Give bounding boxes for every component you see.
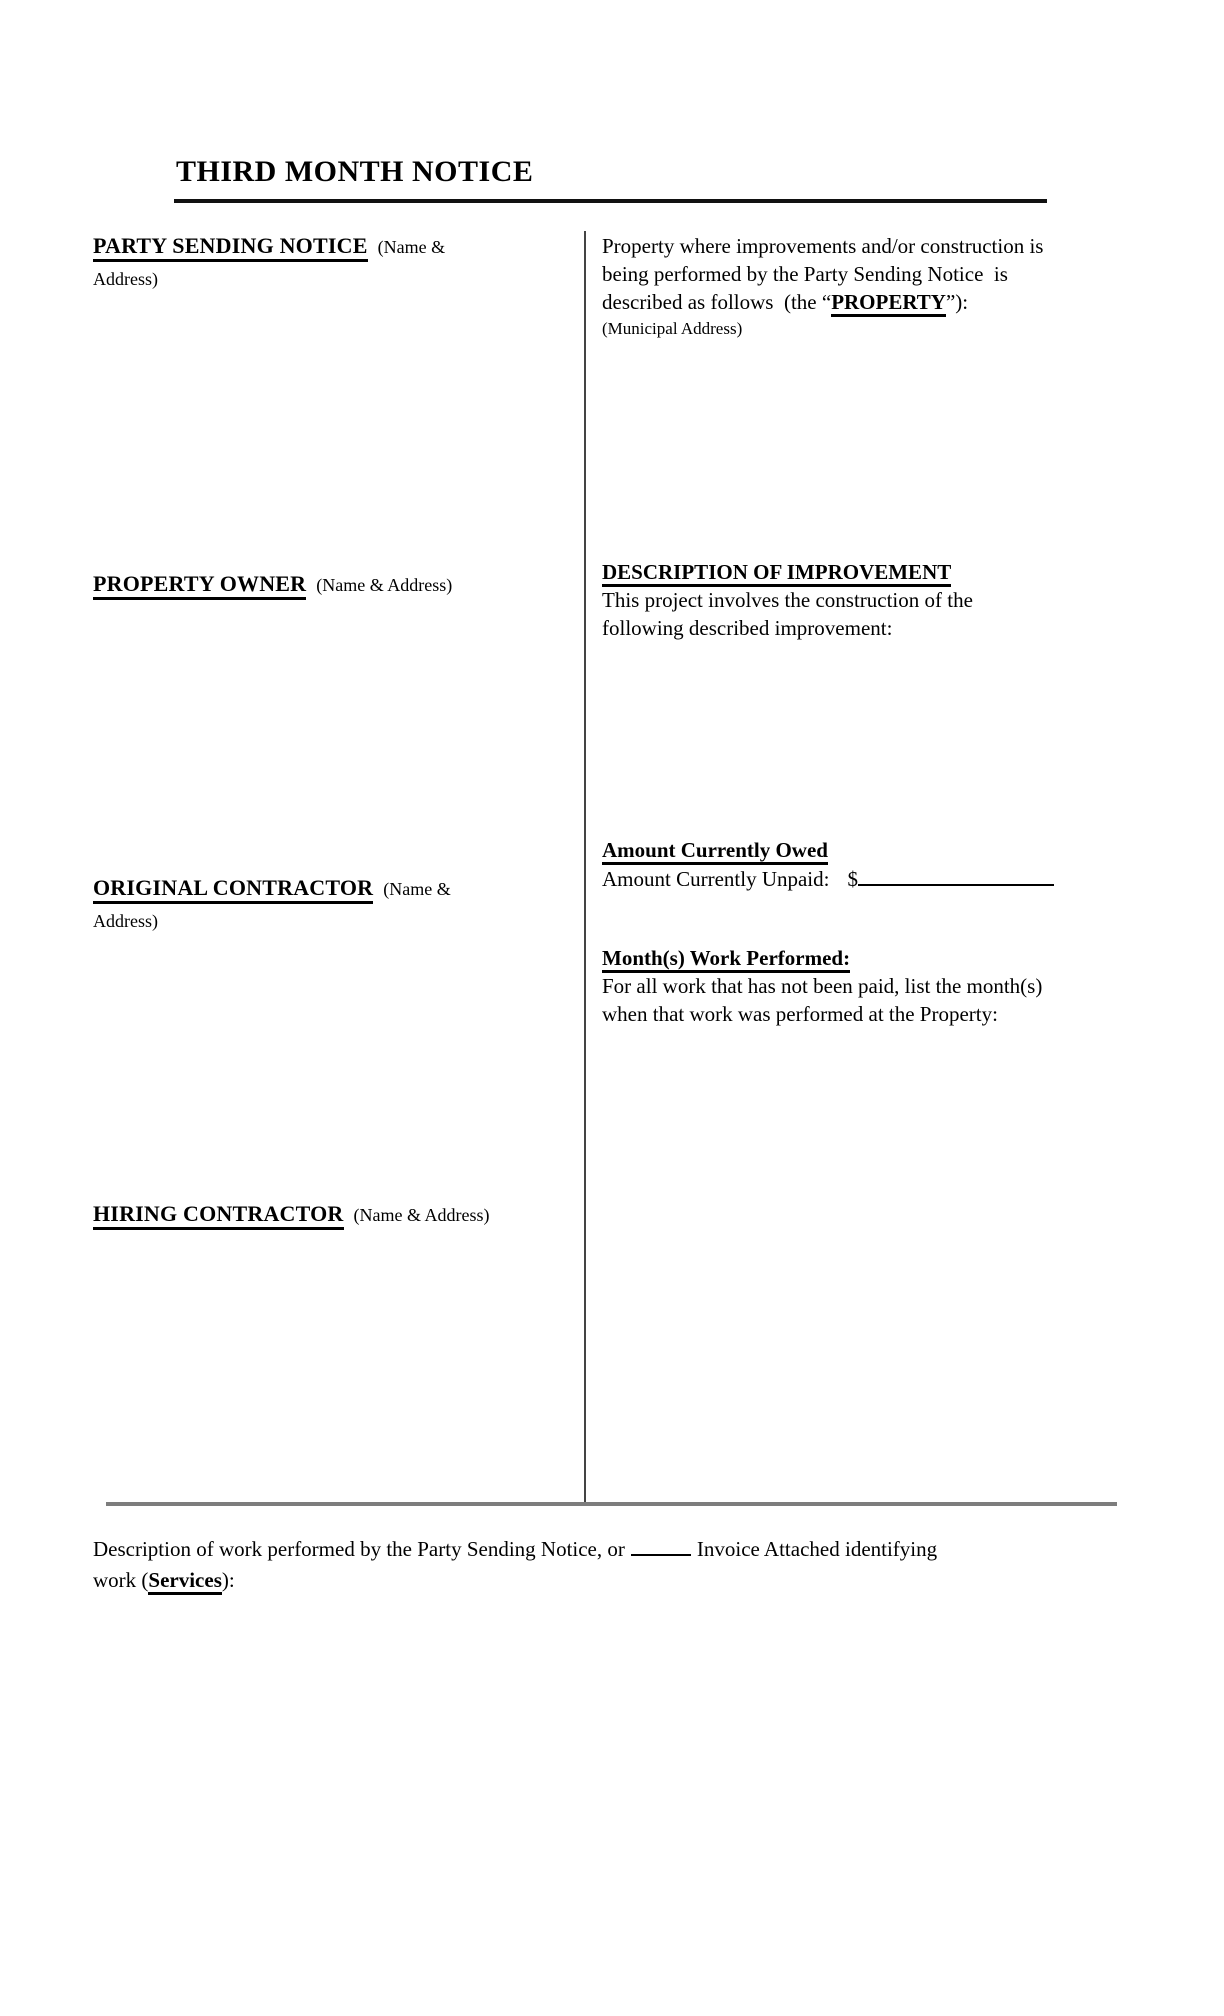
property-description-line3 (602, 288, 1130, 316)
amount-unpaid-label: Amount Currently Unpaid: (602, 866, 830, 891)
invoice-attached-blank[interactable] (631, 1534, 691, 1556)
footer-line2-after: ): (221, 1568, 235, 1592)
description-of-improvement-block (602, 558, 1130, 642)
footer-text-before-blank: Description of work performed by the Party Sending Notice, or (93, 1537, 625, 1561)
term-property: PROPERTY (831, 290, 946, 317)
heading-property-owner: PROPERTY OWNER (93, 571, 306, 600)
improvement-body-line2: following described improvement: (602, 616, 893, 640)
column-divider (584, 231, 586, 1502)
amount-unpaid-line (602, 864, 1130, 893)
amount-unpaid-blank[interactable] (858, 864, 1054, 886)
work-description-paragraph (93, 1534, 1133, 1596)
property-description-line1: Property where improvements and/or construction is (602, 234, 1044, 258)
title-underline (174, 199, 1047, 203)
section-original-contractor (93, 872, 563, 937)
property-description-block (602, 232, 1130, 342)
work-description-line1 (93, 1534, 1133, 1565)
heading-hiring-contractor: HIRING CONTRACTOR (93, 1201, 344, 1230)
page-title: THIRD MONTH NOTICE (176, 155, 534, 188)
property-owner-note: (Name & Address) (316, 575, 453, 595)
section-party-sending-notice (93, 230, 563, 295)
hiring-contractor-note: (Name & Address) (353, 1205, 490, 1225)
property-description-line2: being performed by the Party Sending Notice is (602, 262, 1008, 286)
months-body-line2: when that work was performed at the Property: (602, 1002, 998, 1026)
original-contractor-note-line2: Address) (93, 911, 158, 931)
term-services: Services (148, 1568, 221, 1595)
municipal-address-note: (Municipal Address) (602, 319, 743, 338)
section-bottom-rule (106, 1502, 1117, 1506)
amount-owed-block (602, 836, 1130, 893)
improvement-body-line1: This project involves the construction of the (602, 588, 973, 612)
heading-amount-currently-owed: Amount Currently Owed (602, 838, 828, 865)
party-sending-notice-note-line2: Address) (93, 269, 158, 289)
section-hiring-contractor (93, 1198, 563, 1231)
work-description-line2 (93, 1565, 1133, 1596)
heading-original-contractor: ORIGINAL CONTRACTOR (93, 875, 373, 904)
dollar-sign: $ (847, 866, 858, 891)
months-work-performed-block (602, 944, 1130, 1028)
heading-party-sending-notice: PARTY SENDING NOTICE (93, 233, 368, 262)
heading-description-of-improvement: DESCRIPTION OF IMPROVEMENT (602, 560, 951, 587)
footer-text-after-blank: Invoice Attached identifying (696, 1537, 938, 1561)
original-contractor-note: (Name & (383, 879, 451, 899)
property-line3-before: described as follows (the “ (602, 290, 832, 314)
heading-months-work-performed: Month(s) Work Performed: (602, 946, 850, 973)
months-body-line1: For all work that has not been paid, list the month(s) (602, 974, 1043, 998)
footer-line2-before: work ( (93, 1568, 149, 1592)
party-sending-notice-note: (Name & (377, 237, 446, 257)
section-property-owner (93, 568, 563, 601)
property-line3-after: ”): (945, 290, 969, 314)
